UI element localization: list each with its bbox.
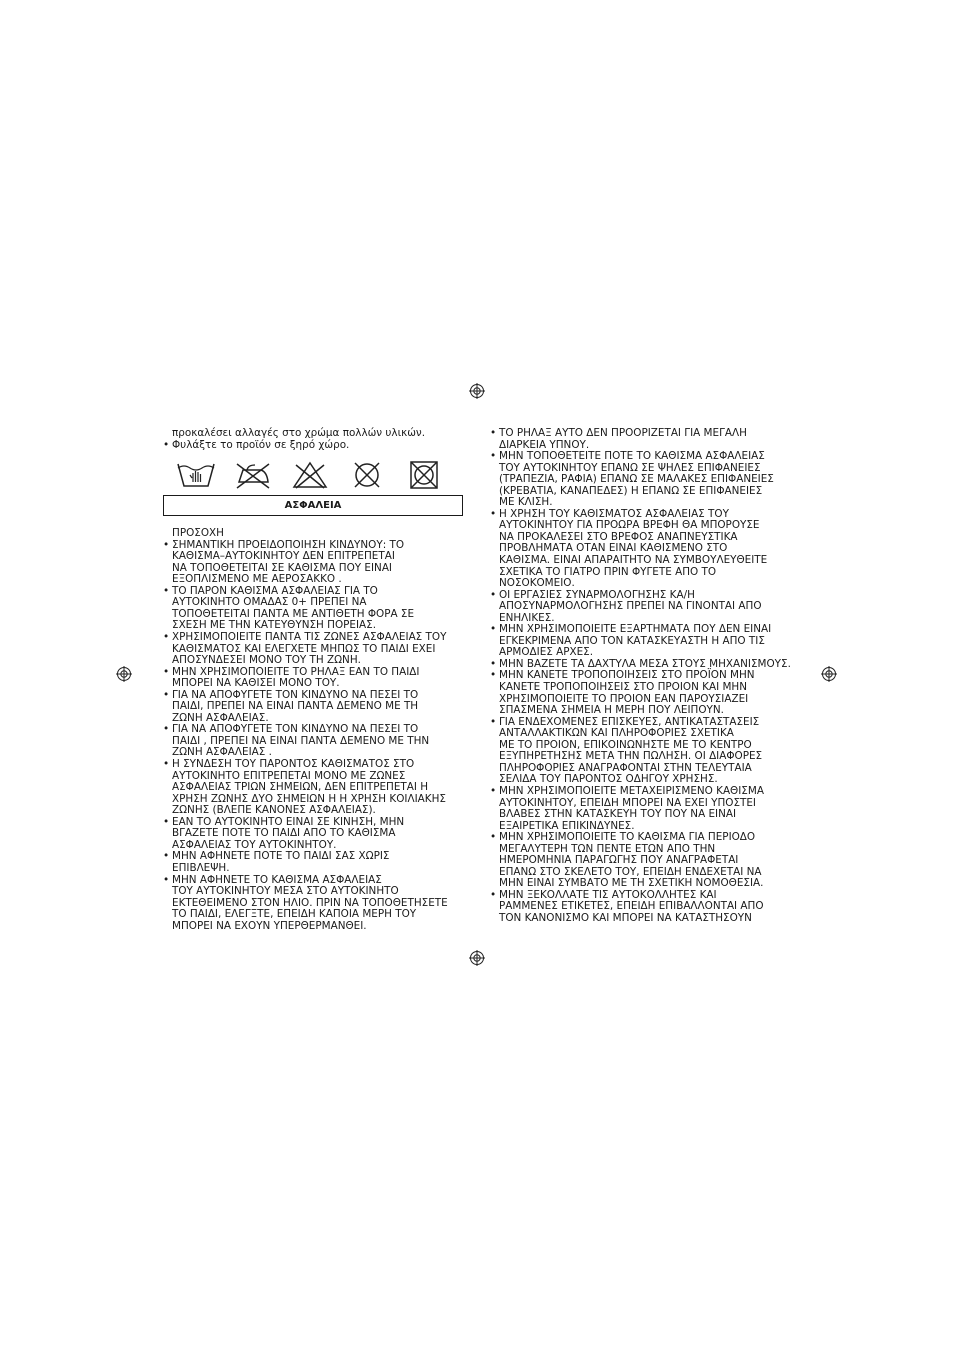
text-line: ΑΝΤΑΛΛΑΚΤΙΚΩΝ ΚΑΙ ΠΛΗΡΟΦΟΡΙΕΣ ΣΧΕΤΙΚΑ [499,727,734,740]
text-line: ΣΧΕΣΗ ΜΕ ΤΗΝ ΚΑΤΕΥΘΥΝΣΗ ΠΟΡΕΙΑΣ. [172,619,377,632]
text-line: ΕΞΥΠΗΡΕΤΗΣΗΣ ΜΕΤΑ ΤΗΝ ΠΩΛΗΣΗ. ΟΙ ΔΙΑΦΟΡΕΣ [499,750,763,763]
text-line: ΑΥΤΟΚΙΝΗΤΟ ΕΠΙΤΡΕΠΕΤΑΙ ΜΟΝΟ ΜΕ ΖΩΝΕΣ [172,769,406,782]
registration-mark-icon [469,383,485,399]
text-line: • ΜΗΝ ΧΡΗΣΙΜΟΠΟΙΕΙΤΕ ΜΕΤΑΧΕΙΡΙΣΜΕΝΟ ΚΑΘΙΣΜΑ [499,784,764,797]
text-line: ΕΝΗΛΙΚΕΣ. [499,611,555,624]
safety-list [163,540,463,933]
no-bleach-icon [281,460,338,490]
registration-mark-icon [116,666,132,682]
text-line: • ΤΟ ΠΑΡΟΝ ΚΑΘΙΣΜΑ ΑΣΦΑΛΕΙΑΣ ΓΙΑ ΤΟ [172,584,378,597]
text-line: ΤΟΝ ΚΑΝΟΝΙΣΜΟ ΚΑΙ ΜΠΟΡΕΙ ΝΑ ΚΑΤΑΣΤΗΣΟΥΝ [499,911,752,924]
text-line: ΧΡΗΣΙΜΟΠΟΙΕΙΤΕ ΤΟ ΠΡΟΙΟΝ ΕΑΝ ΠΑΡΟΥΣΙΑΖΕΙ [499,692,749,705]
text-line: ΣΠΑΣΜΕΝΑ ΣΗΜΕΙΑ Η ΜΕΡΗ ΠΟΥ ΛΕΙΠΟΥΝ. [499,704,724,717]
text-line: • ΜΗΝ ΧΡΗΣΙΜΟΠΟΙΕΙΤΕ ΤΟ ΡΗΛΑΞ ΕΑΝ ΤΟ ΠΑΙΔΙ [172,665,420,678]
text-line: ΑΠΟΣΥΝΑΡΜΟΛΟΓΗΣΗΣ ΠΡΕΠΕΙ ΝΑ ΓΙΝΟΝΤΑΙ ΑΠΟ [499,600,762,613]
text-line: ΕΞΑΙΡΕΤΙΚΑ ΕΠΙΚΙΝΔΥΝΕΣ. [499,819,635,832]
text-line: ΜΕ ΤΟ ΠΡΟΙΟΝ, ΕΠΙΚΟΙΝΩΝΗΣΤΕ ΜΕ ΤΟ ΚΕΝΤΡΟ [499,738,752,751]
section-header [163,495,463,516]
text-line: ΚΑΘΙΣΜΑ–ΑΥΤΟΚΙΝΗΤΟΥ ΔΕΝ ΕΠΙΤΡΕΠΕΤΑΙ [172,550,395,563]
text-line: ΣΧΕΤΙΚΑ ΤΟ ΓΙΑΤΡΟ ΠΡΙΝ ΦΥΓΕΤΕ ΑΠΟ ΤΟ [499,565,717,578]
text-line: ΠΛΗΡΟΦΟΡΙΕΣ ΑΝΑΓΡΑΦΟΝΤΑΙ ΣΤΗΝ ΤΕΛΕΥΤΑΙΑ [499,761,752,774]
text-line: ΑΥΤΟΚΙΝΗΤΟΥ, ΕΠΕΙΔΗ ΜΠΟΡΕΙ ΝΑ ΕΧΕΙ ΥΠΟΣΤΕΙ [499,796,756,809]
text-line: ΚΑΘΙΣΜΑ. ΕΙΝΑΙ ΑΠΑΡΑΙΤΗΤΟ ΝΑ ΣΥΜΒΟΥΛΕΥΘΕΙΤΕ [499,554,768,567]
safety-list-continued [490,428,790,925]
list-item [163,817,463,852]
registration-mark-icon [821,666,837,682]
text-line: • ΜΗΝ ΑΦΗΝΕΤΕ ΤΟ ΚΑΘΙΣΜΑ ΑΣΦΑΛΕΙΑΣ [172,873,382,886]
text-line: ΗΜΕΡΟΜΗΝΙΑ ΠΑΡΑΓΩΓΗΣ ΠΟΥ ΑΝΑΓΡΑΦΕΤΑΙ [499,854,739,867]
list-item [490,509,790,590]
text-line: ΚΑΘΙΣΜΑΤΟΣ ΚΑΙ ΕΛΕΓΧΕΤΕ ΜΗΠΩΣ ΤΟ ΠΑΙΔΙ ΕΧΕΙ [172,642,436,655]
text-line: ΝΑ ΤΟΠΟΘΕΤΕΙΤΑΙ ΣΕ ΚΑΘΙΣΜΑ ΠΟΥ ΕΙΝΑΙ [172,561,392,574]
text-line: • ΓΙΑ ΕΝΔΕΧΟΜΕΝΕΣ ΕΠΙΣΚΕΥΕΣ, ΑΝΤΙΚΑΤΑΣΤΑΣΕΙΣ [499,715,760,728]
text-line: • ΧΡΗΣΙΜΟΠΟΙΕΙΤΕ ΠΑΝΤΑ ΤΙΣ ΖΩΝΕΣ ΑΣΦΑΛΕΙΑΣ ΤΟΥ [172,631,447,644]
list-item [163,851,463,874]
text-line: ΔΙΑΡΚΕΙΑ ΥΠΝΟΥ. [499,438,590,451]
text-line: • Η ΣΥΝΔΕΣΗ ΤΟΥ ΠΑΡΟΝΤΟΣ ΚΑΘΙΣΜΑΤΟΣ ΣΤΟ [172,758,415,771]
registration-mark-icon [469,950,485,966]
text-line: ΖΩΝΗΣ (ΒΛΕΠΕ ΚΑΝΟΝΕΣ ΑΣΦΑΛΕΙΑΣ). [172,804,376,817]
list-item [163,540,463,586]
text-line: • ΣΗΜΑΝΤΙΚΗ ΠΡΟΕΙΔΟΠΟΙΗΣΗ ΚΙΝΔΥΝΟΥ: ΤΟ [172,538,405,551]
text-line: • ΜΗΝ ΞΕΚΟΛΛΑΤΕ ΤΙΣ ΑΥΤΟΚΟΛΛΗΤΕΣ ΚΑΙ [499,888,717,901]
text-line: ΜΗΝ ΕΙΝΑΙ ΣΥΜΒΑΤΟ ΜΕ ΤΗ ΣΧΕΤΙΚΗ ΝΟΜΟΘΕΣΙΑ. [499,877,764,890]
left-column [163,428,463,932]
list-item [490,590,790,625]
no-tumble-dry-icon [395,460,452,490]
text-line: ΖΩΝΗ ΑΣΦΑΛΕΙΑΣ . [172,746,272,759]
text-line: ΑΥΤΟΚΙΝΗΤΟΥ ΓΙΑ ΠΡΟΩΡΑ ΒΡΕΦΗ ΘΑ ΜΠΟΡΟΥΣΕ [499,519,760,532]
text-line: ΒΓΑΖΕΤΕ ΠΟΤΕ ΤΟ ΠΑΙΔΙ ΑΠΟ ΤΟ ΚΑΘΙΣΜΑ [172,827,396,840]
text-line: ΜΕ ΚΛΙΣΗ. [499,496,553,509]
text-line: ΑΥΤΟΚΙΝΗΤΟ ΟΜΑΔΑΣ 0+ ΠΡΕΠΕΙ ΝΑ [172,596,367,609]
text-line: ΒΛΑΒΕΣ ΣΤΗΝ ΚΑΤΑΣΚΕΥΗ ΤΟΥ ΠΟΥ ΝΑ ΕΙΝΑΙ [499,808,737,821]
text-line: ΑΠΟΣΥΝΔΕΣΕΙ ΜΟΝΟ ΤΟΥ ΤΗ ΖΩΝΗ. [172,654,361,667]
text-line: ΣΕΛΙΔΑ ΤΟΥ ΠΑΡΟΝΤΟΣ ΟΔΗΓΟΥ ΧΡΗΣΗΣ. [499,773,718,786]
text-line: ΜΠΟΡΕΙ ΝΑ ΚΑΘΙΣΕΙ ΜΟΝΟ ΤΟΥ. [172,677,340,690]
hand-wash-icon [167,460,224,490]
list-item [490,428,790,451]
text-line: ΤΟΠΟΘΕΤΕΙΤΑΙ ΠΑΝΤΑ ΜΕ ΑΝΤΙΘΕΤΗ ΦΟΡΑ ΣΕ [172,607,415,620]
text-line: ΕΠΙΒΛΕΨΗ. [172,861,230,874]
text-line: ΧΡΗΣΗ ΖΩΝΗΣ ΔΥΟ ΣΗΜΕΙΩΝ Η Η ΧΡΗΣΗ ΚΟΙΛΙΑΚΗΣ [172,792,446,805]
text-line: προκαλέσει αλλαγές στο χρώμα πολλών υλικών. [172,427,426,439]
text-line: ΖΩΝΗ ΑΣΦΑΛΕΙΑΣ. [172,711,269,724]
text-line: • ΟΙ ΕΡΓΑΣΙΕΣ ΣΥΝΑΡΜΟΛΟΓΗΣΗΣ ΚΑ/Η [499,588,695,601]
text-line: ΜΕΓΑΛΥΤΕΡΗ ΤΩΝ ΠΕΝΤΕ ΕΤΩΝ ΑΠΟ ΤΗΝ [499,842,716,855]
text-line: (ΤΡΑΠΕΖΙΑ, ΡΑΦΙΑ) ΕΠΑΝΩ ΣΕ ΜΑΛΑΚΕΣ ΕΠΙΦΑΝΕΙΕΣ [499,473,774,486]
list-item [490,451,790,509]
text-line: ΠΑΙΔΙ , ΠΡΕΠΕΙ ΝΑ ΕΙΝΑΙ ΠΑΝΤΑ ΔΕΜΕΝΟ ΜΕ ΤΗΝ [172,734,430,747]
list-item [163,586,463,632]
list-item [490,832,790,890]
text-line: • ΜΗΝ ΧΡΗΣΙΜΟΠΟΙΕΙΤΕ ΕΞΑΡΤΗΜΑΤΑ ΠΟΥ ΔΕΝ ΕΙΝΑΙ [499,623,772,636]
list-item [163,667,463,690]
text-line: ΑΡΜΟΔΙΕΣ ΑΡΧΕΣ. [499,646,594,659]
text-line: ΑΣΦΑΛΕΙΑΣ ΤΡΙΩΝ ΣΗΜΕΙΩΝ, ΔΕΝ ΕΠΙΤΡΕΠΕΤΑΙ Η [172,781,429,794]
list-item [163,875,463,933]
text-line: (ΚΡΕΒΑΤΙΑ, ΚΑΝΑΠΕΔΕΣ) Η ΕΠΑΝΩ ΣΕ ΕΠΙΦΑΝΕΙΕΣ [499,484,763,497]
text-line: ΕΞΟΠΛΙΣΜΕΝΟ ΜΕ ΑΕΡΟΣΑΚΚΟ . [172,573,342,586]
text-line: ΤΟ ΠΑΙΔΙ, ΕΛΕΓΞΤΕ, ΕΠΕΙΔΗ ΚΑΠΟΙΑ ΜΕΡΗ ΤΟΥ [172,908,417,921]
text-line: • ΤΟ ΡΗΛΑΞ ΑΥΤΟ ΔΕΝ ΠΡΟΟΡΙΖΕΤΑΙ ΓΙΑ ΜΕΓΑΛΗ [499,427,747,439]
text-line: • Η ΧΡΗΣΗ ΤΟΥ ΚΑΘΙΣΜΑΤΟΣ ΑΣΦΑΛΕΙΑΣ ΤΟΥ [499,507,729,520]
section-title: ΑΣΦΑΛΕΙΑ [284,499,342,511]
text-line: • ΜΗΝ ΤΟΠΟΘΕΤΕΙΤΕ ΠΟΤΕ ΤΟ ΚΑΘΙΣΜΑ ΑΣΦΑΛΕΙΑΣ [499,450,765,463]
text-line: ΡΑΜΜΕΝΕΣ ΕΤΙΚΕΤΕΣ, ΕΠΕΙΔΗ ΕΠΙΒΑΛΛΟΝΤΑΙ ΑΠΟ [499,900,764,913]
text-line: ΠΑΙΔΙ, ΠΡΕΠΕΙ ΝΑ ΕΙΝΑΙ ΠΑΝΤΑ ΔΕΜΕΝΟ ΜΕ ΤΗ [172,700,419,713]
right-column [490,428,790,925]
text-line: ΝΑ ΠΡΟΚΑΛΕΣΕΙ ΣΤΟ ΒΡΕΦΟΣ ΑΝΑΠΝΕΥΣΤΙΚΑ [499,530,738,543]
text-line: ΑΣΦΑΛΕΙΑΣ ΤΟΥ ΑΥΤΟΚΙΝΗΤΟΥ. [172,838,337,851]
text-line: ΜΠΟΡΕΙ ΝΑ ΕΧΟΥΝ ΥΠΕΡΘΕΡΜΑΝΘΕΙ. [172,919,367,932]
list-item [490,890,790,925]
text-line: • ΓΙΑ ΝΑ ΑΠΟΦΥΓΕΤΕ ΤΟΝ ΚΙΝΔΥΝΟ ΝΑ ΠΕΣΕΙ ΤΟ [172,688,419,701]
text-line: • ΜΗΝ ΧΡΗΣΙΜΟΠΟΙΕΙΤΕ ΤΟ ΚΑΘΙΣΜΑ ΓΙΑ ΠΕΡΙΟΔΟ [499,831,756,844]
text-line: • ΓΙΑ ΝΑ ΑΠΟΦΥΓΕΤΕ ΤΟΝ ΚΙΝΔΥΝΟ ΝΑ ΠΕΣΕΙ ΤΟ [172,723,419,736]
text-line: • ΜΗΝ ΚΑΝΕΤΕ ΤΡΟΠΟΠΟΙΗΣΕΙΣ ΣΤΟ ΠΡΟΪΟΝ ΜΗΝ [499,669,755,682]
text-line: ΤΟΥ ΑΥΤΟΚΙΝΗΤΟΥ ΕΠΑΝΩ ΣΕ ΨΗΛΕΣ ΕΠΙΦΑΝΕΙΕΣ [499,461,761,474]
warning-label: ΠΡΟΣΟΧΗ [172,527,224,540]
no-iron-icon [224,460,281,490]
text-block [163,428,463,440]
list-item [490,717,790,786]
list-item [490,670,790,716]
list-item [490,786,790,832]
no-dry-clean-icon [338,460,395,490]
text-line: • Φυλάξτε το προϊόν σε ξηρό χώρο. [172,438,350,451]
care-symbols-row [167,457,463,493]
text-line: ΚΑΝΕΤΕ ΤΡΟΠΟΠΟΙΗΣΕΙΣ ΣΤΟ ΠΡΟΙΟΝ ΚΑΙ ΜΗΝ [499,681,748,694]
intro-text [163,428,463,451]
text-line: ΝΟΣΟΚΟΜΕΙΟ. [499,577,575,590]
text-line: ΕΓΚΕΚΡΙΜΕΝΑ ΑΠΟ ΤΟΝ ΚΑΤΑΣΚΕΥΑΣΤΗ Η ΑΠΟ ΤΙΣ [499,634,765,647]
text-line: • ΜΗΝ ΒΑΖΕΤΕ ΤΑ ΔΑΧΤΥΛΑ ΜΕΣΑ ΣΤΟΥΣ ΜΗΧΑΝΙΣΜΟΥΣ. [499,657,791,670]
list-item [163,724,463,759]
text-line: ΕΚΤΕΘΕΙΜΕΝΟ ΣΤΟΝ ΗΛΙΟ. ΠΡΙΝ ΝΑ ΤΟΠΟΘΕΤΗΣΕΤΕ [172,896,448,909]
list-item [163,632,463,667]
list-item [163,690,463,725]
text-line: ΕΠΑΝΩ ΣΤΟ ΣΚΕΛΕΤΟ ΤΟΥ, ΕΠΕΙΔΗ ΕΝΔΕΧΕΤΑΙ ΝΑ [499,865,762,878]
list-item [163,759,463,817]
list-item [163,440,463,452]
text-line: • ΜΗΝ ΑΦΗΝΕΤΕ ΠΟΤΕ ΤΟ ΠΑΙΔΙ ΣΑΣ ΧΩΡΙΣ [172,850,390,863]
text-line: • ΕΑΝ ΤΟ ΑΥΤΟΚΙΝΗΤΟ ΕΙΝΑΙ ΣΕ ΚΙΝΗΣΗ, ΜΗΝ [172,815,405,828]
text-line: ΤΟΥ ΑΥΤΟΚΙΝΗΤΟΥ ΜΕΣΑ ΣΤΟ ΑΥΤΟΚΙΝΗΤΟ [172,885,399,898]
list-item [490,624,790,659]
text-line: ΠΡΟΒΛΗΜΑΤΑ ΟΤΑΝ ΕΙΝΑΙ ΚΑΘΙΣΜΕΝΟ ΣΤΟ [499,542,728,555]
